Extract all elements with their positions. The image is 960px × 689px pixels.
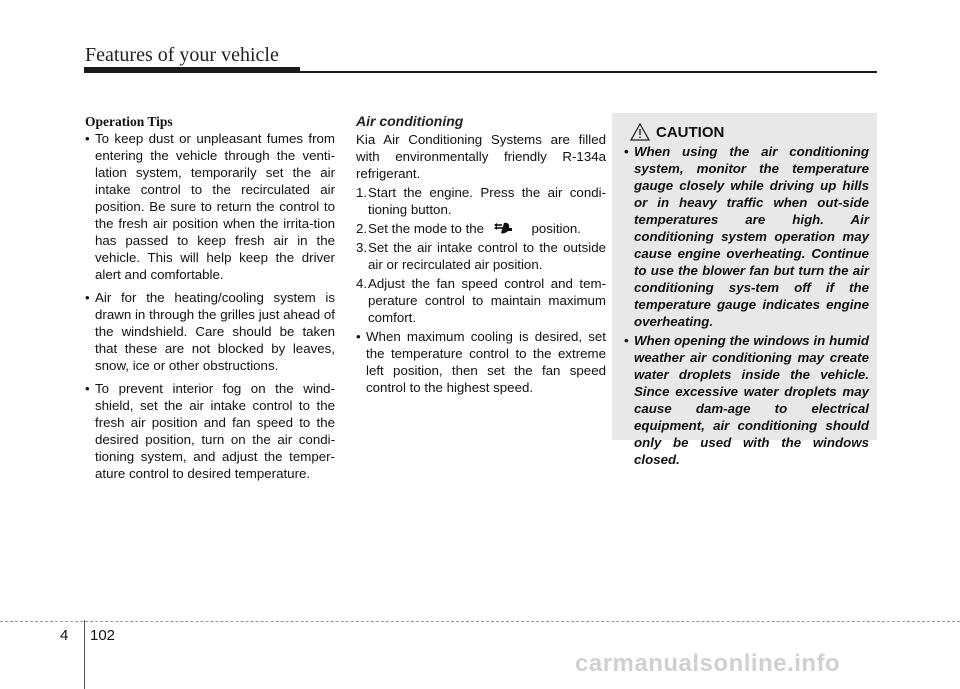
ac-step-number: 4. bbox=[356, 276, 368, 291]
ac-step-text: Set the air intake control to the outside air or recirculated air position. bbox=[368, 240, 606, 272]
ac-step-text: position. bbox=[531, 221, 581, 236]
ac-bullet: • When maximum cooling is desired, set the temperature control to the extreme left position, then set the fan speed control to the highest speed. bbox=[356, 328, 606, 396]
ac-step-number: 1. bbox=[356, 185, 368, 200]
ac-step-text: Adjust the fan speed control and tem-perature control to maintain maximum comfort. bbox=[368, 276, 606, 325]
operation-tips-column bbox=[85, 113, 335, 482]
footer-divider bbox=[0, 621, 960, 622]
ac-step-number: 2. bbox=[356, 221, 368, 236]
ac-step-text: Set the mode to the bbox=[368, 221, 485, 236]
warning-triangle-icon bbox=[630, 123, 650, 141]
ac-step bbox=[356, 184, 606, 218]
caution-header bbox=[624, 121, 869, 143]
operation-tips-title: Operation Tips bbox=[85, 114, 173, 129]
caution-item: • When using the air conditioning system, monitor the temperature gauge closely while driving up hills or in heavy traffic when out-side temperatures are high. Air conditioning system operation may cause engine overheating. Continue to use the blower fan but turn the air conditioning sys-tem off if the temperature gauge indicates engine overheating. bbox=[624, 143, 869, 330]
ac-step bbox=[356, 220, 606, 237]
caution-title: CAUTION bbox=[656, 123, 725, 141]
face-vent-mode-icon bbox=[494, 221, 522, 235]
ac-step bbox=[356, 239, 606, 273]
caution-box bbox=[612, 113, 877, 467]
footer-vertical-rule bbox=[84, 620, 85, 689]
operation-tip-item: • Air for the heating/cooling system is drawn in through the grilles just ahead of the windshield. Care should be taken that these are not blocked by leaves, snow, ice or other obstructions. bbox=[85, 289, 335, 374]
operation-tip-item: • To keep dust or unpleasant fumes from entering the vehicle through the venti-lation system, temporarily set the air intake control to the recirculated air position. Be sure to return the control to the fresh air position when the irrita-tion has passed to keep fresh air in the vehicle. This will help keep the driver alert and comfortable. bbox=[85, 130, 335, 283]
chapter-number: 4 bbox=[60, 627, 69, 644]
page-number: 102 bbox=[90, 627, 116, 644]
operation-tip-item: • To prevent interior fog on the wind-shield, set the air intake control to the fresh air position and fan speed to the desired position, turn on the air condi-tioning system, and adjust the temper-ature control to desired temperature. bbox=[85, 380, 335, 482]
header-rule-thin bbox=[84, 71, 877, 73]
ac-step-text: Start the engine. Press the air condi-tioning button. bbox=[368, 185, 606, 217]
air-conditioning-column bbox=[356, 113, 606, 396]
air-conditioning-intro: Kia Air Conditioning Systems are filled with environmentally friendly R-134a refrigerant. bbox=[356, 132, 606, 181]
page-header-title: Features of your vehicle bbox=[85, 44, 279, 66]
air-conditioning-title: Air conditioning bbox=[356, 113, 464, 129]
watermark: carmanualsonline.info bbox=[575, 650, 841, 677]
ac-step-number: 3. bbox=[356, 240, 368, 255]
caution-item: • When opening the windows in humid weather air conditioning may create water droplets inside the vehicle. Since excessive water droplets may cause dam-age to electrical equipment, air conditioning should only be used with the windows closed. bbox=[624, 332, 869, 468]
ac-step bbox=[356, 275, 606, 326]
